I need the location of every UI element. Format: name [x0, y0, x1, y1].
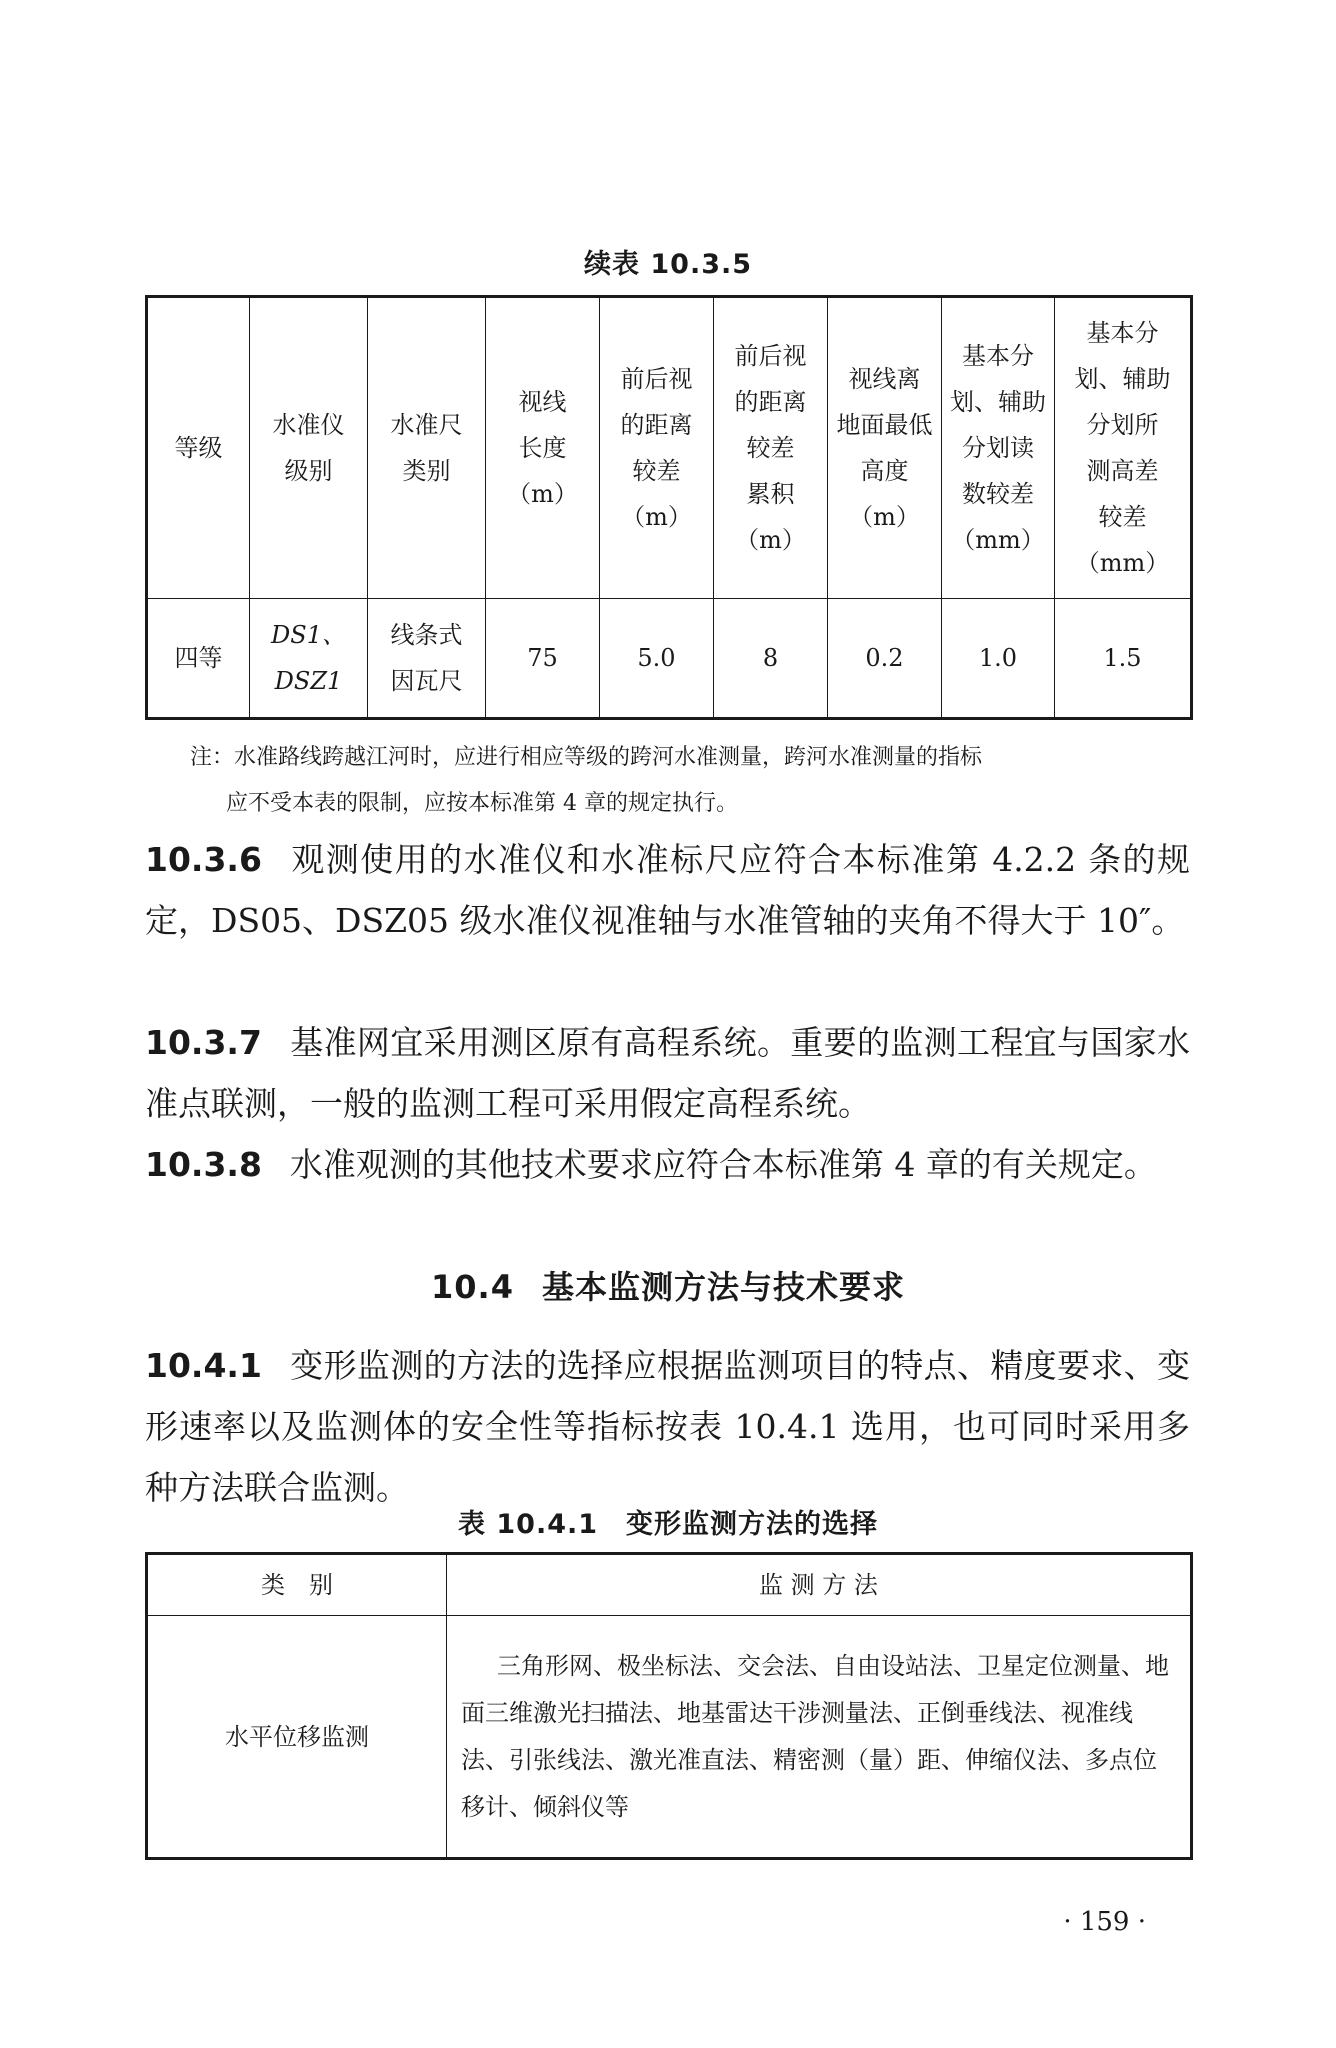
header-distance-diff-cumulative: 前后视 的距离 较差 累积（m）: [714, 297, 828, 599]
page-number: · 159 ·: [1063, 1907, 1146, 1937]
cell-sight-length: 75: [486, 599, 600, 719]
clause-10-4-1: [145, 1335, 1190, 1518]
clause-text: 水准观测的其他技术要求应符合本标准第 4 章的有关规定。: [289, 1145, 1157, 1184]
cell-distance-diff: 5.0: [600, 599, 714, 719]
table-caption-continued: 续表 10.3.5: [583, 249, 753, 280]
section-number: 10.4: [431, 1268, 514, 1306]
header-staff-type: 水准尺 类别: [368, 297, 486, 599]
header-min-height: 视线离 地面最低 高度 （m）: [828, 297, 942, 599]
clause-10-3-7: [145, 1012, 1190, 1134]
table-note-line-2: 应不受本表的限制，应按本标准第 4 章的规定执行。: [226, 791, 738, 816]
cell-min-height: 0.2: [828, 599, 942, 719]
cell-distance-diff-cumulative: 8: [714, 599, 828, 719]
cell-reading-diff: 1.0: [942, 599, 1055, 719]
instrument-line-1: DS1、: [271, 621, 346, 649]
clause-number: 10.4.1: [145, 1346, 262, 1385]
cell-methods: 三角形网、极坐标法、交会法、自由设站法、卫星定位测量、地面三维激光扫描法、地基雷达干涉测量法、正倒垂线法、视准线法、引张线法、激光准直法、精密测（量）距、伸缩仪法、多点位移计、倾斜仪等: [447, 1616, 1192, 1859]
clause-text: 观测使用的水准仪和水准标尺应符合本标准第 4.2.2 条的规定，DS05、DSZ05 级水准仪视准轴与水准管轴的夹角不得大于 10″。: [145, 840, 1190, 940]
clause-text: 基准网宜采用测区原有高程系统。重要的监测工程宜与国家水准点联测，一般的监测工程可采用假定高程系统。: [145, 1023, 1190, 1123]
header-sight-length: 视线 长度 （m）: [486, 297, 600, 599]
clause-10-3-6: [145, 829, 1190, 951]
cell-category: 水平位移监测: [147, 1616, 447, 1859]
table-header-row: [147, 297, 1192, 599]
table-caption: 表 10.4.1 变形监测方法的选择: [457, 1509, 879, 1540]
header-instrument-class: 水准仪 级别: [250, 297, 368, 599]
leveling-requirements-table: [145, 295, 1193, 720]
cell-height-diff: 1.5: [1055, 599, 1192, 719]
header-grade: 等级: [147, 297, 250, 599]
header-distance-diff: 前后视 的距离 较差 （m）: [600, 297, 714, 599]
table-row: [147, 599, 1192, 719]
section-heading: [0, 1262, 1336, 1308]
monitoring-methods-table: [145, 1552, 1193, 1860]
cell-instrument: [250, 599, 368, 719]
clause-10-3-8: [145, 1134, 1190, 1195]
header-height-diff: 基本分 划、辅助 分划所 测高差 较差 （mm）: [1055, 297, 1192, 599]
header-method: 监 测 方 法: [447, 1554, 1192, 1616]
clause-text: 变形监测的方法的选择应根据监测项目的特点、精度要求、变形速率以及监测体的安全性等指标按表 10.4.1 选用，也可同时采用多种方法联合监测。: [145, 1346, 1190, 1507]
table-header-row: [147, 1554, 1192, 1616]
instrument-line-2: DSZ1: [274, 667, 343, 695]
header-reading-diff: 基本分 划、辅助 分划读 数较差 （mm）: [942, 297, 1055, 599]
cell-grade: 四等: [147, 599, 250, 719]
section-title: 基本监测方法与技术要求: [541, 1268, 905, 1306]
header-category: 类 别: [147, 1554, 447, 1616]
table-note-line-1: 注：水准路线跨越江河时，应进行相应等级的跨河水准测量，跨河水准测量的指标: [190, 745, 983, 770]
clause-number: 10.3.6: [145, 840, 262, 879]
clause-number: 10.3.7: [145, 1023, 262, 1062]
table-row: [147, 1616, 1192, 1859]
clause-number: 10.3.8: [145, 1145, 262, 1184]
cell-staff: 线条式 因瓦尺: [368, 599, 486, 719]
